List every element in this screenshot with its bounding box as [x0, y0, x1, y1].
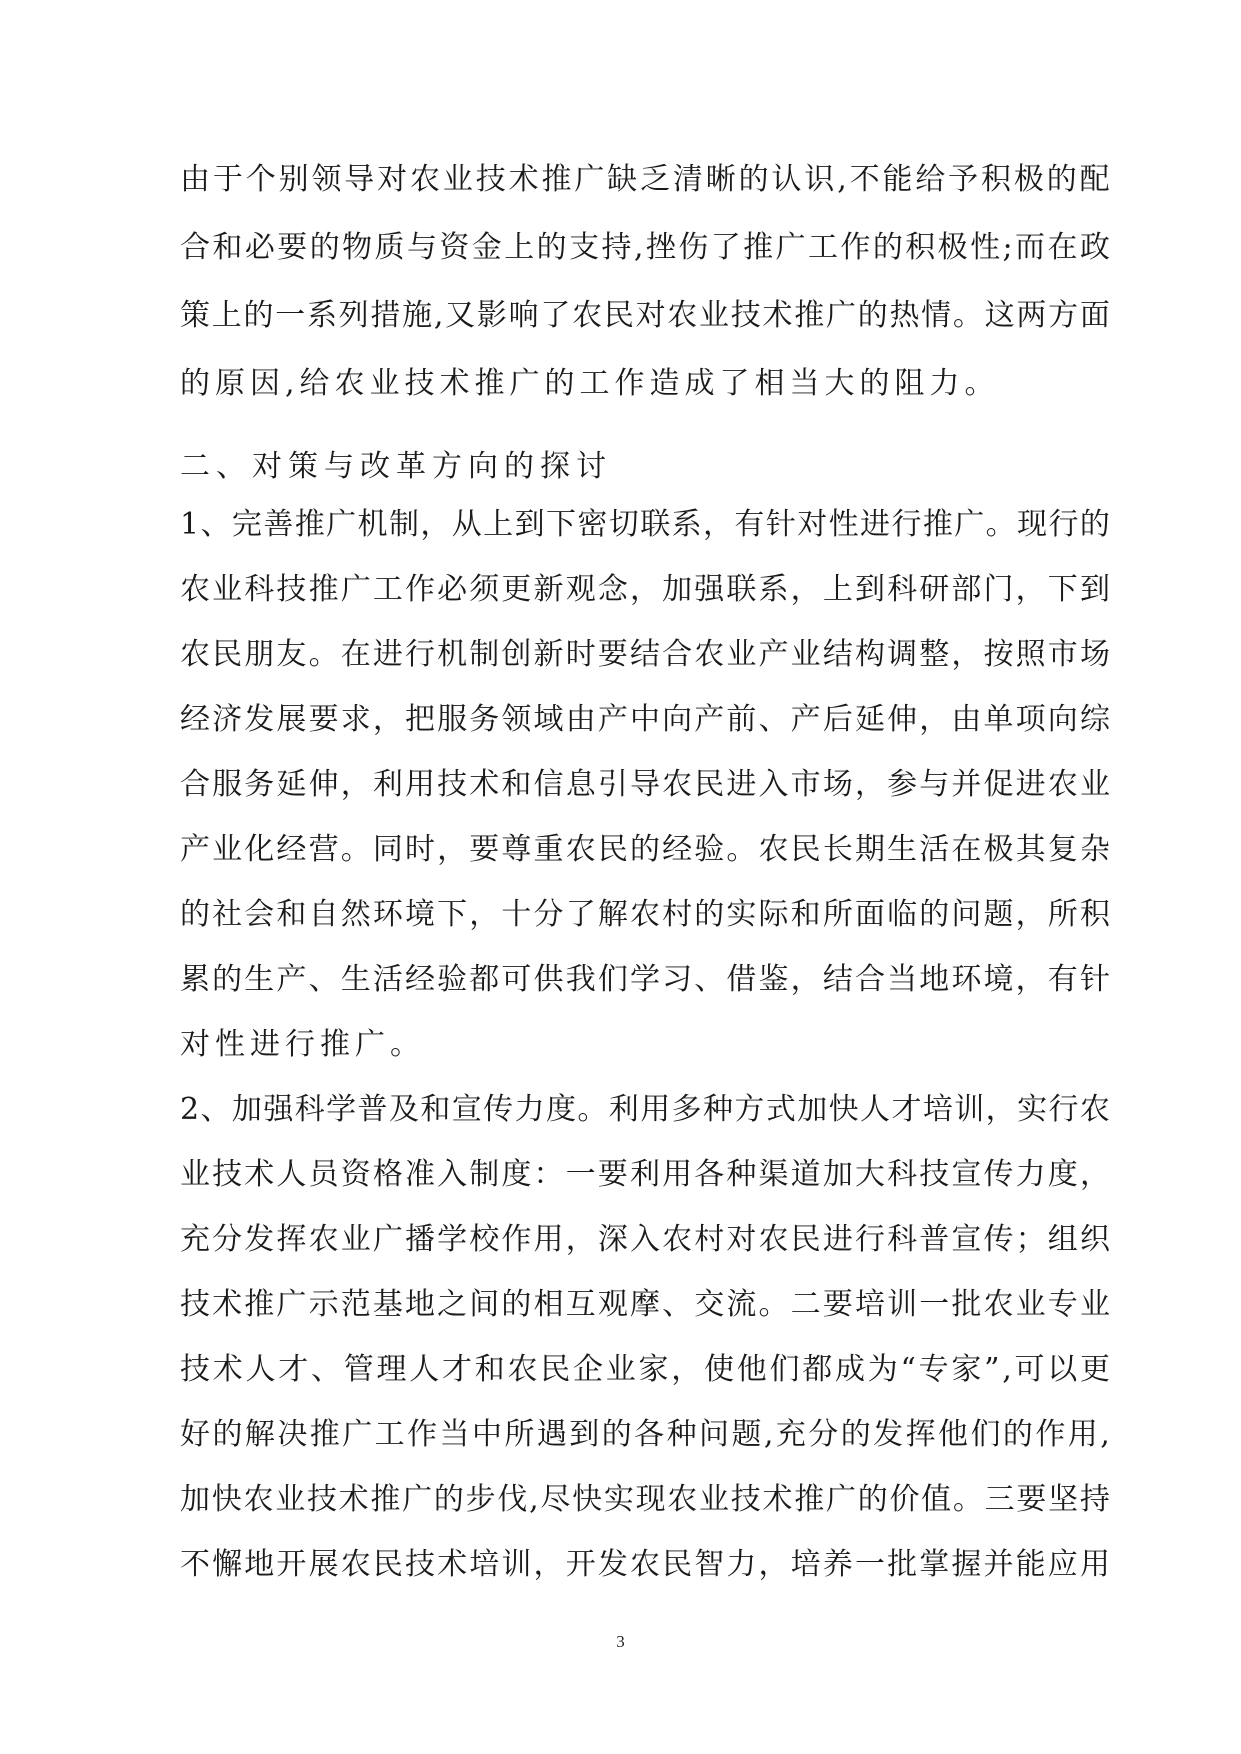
- paragraph-line: 由 于 个 别 领 导 对 农 业 技 术 推 广 缺 乏 清 晰 的 认 识 , 不 能 给 予 积 极 的 配: [180, 162, 1110, 197]
- paragraph-line: 技 术 人 才 、 管 理 人 才 和 农 民 企 业 家 ， 使 他 们 都 成 为 “ 专 家 ” , 可 以 更: [180, 1352, 1110, 1387]
- paragraph-line: 2 、 加 强 科 学 普 及 和 宣 传 力 度 。 利 用 多 种 方 式 加 快 人 才 培 训 ， 实 行 农: [180, 1092, 1110, 1127]
- paragraph-line: 业 技 术 人 员 资 格 准 入 制 度 ： 一 要 利 用 各 种 渠 道 加 大 科 技 宣 传 力 度 ，: [180, 1157, 1110, 1192]
- paragraph-line: 累 的 生 产 、 生 活 经 验 都 可 供 我 们 学 习 、 借 鉴 ， 结 合 当 地 环 境 ， 有 针: [180, 962, 1110, 997]
- section-heading: 二、对策与改革方向的探讨: [180, 449, 612, 484]
- paragraph-line: 策 上 的 一 系 列 措 施 , 又 影 响 了 农 民 对 农 业 技 术 推 广 的 热 情 。 这 两 方 面: [180, 298, 1110, 333]
- paragraph-line: 的原因,给农业技术推广的工作造成了相当大的阻力。: [180, 366, 1000, 401]
- paragraph-line: 合 服 务 延 伸 ， 利 用 技 术 和 信 息 引 导 农 民 进 入 市 场 ， 参 与 并 促 进 农 业: [180, 767, 1110, 802]
- paragraph-line: 农 民 朋 友 。 在 进 行 机 制 创 新 时 要 结 合 农 业 产 业 结 构 调 整 ， 按 照 市 场: [180, 637, 1110, 672]
- paragraph-line: 充 分 发 挥 农 业 广 播 学 校 作 用 ， 深 入 农 村 对 农 民 进 行 科 普 宣 传 ； 组 织: [180, 1222, 1110, 1257]
- paragraph-line: 对性进行推广。: [180, 1027, 425, 1062]
- paragraph-line: 产 业 化 经 营 。 同 时 ， 要 尊 重 农 民 的 经 验 。 农 民 长 期 生 活 在 极 其 复 杂: [180, 832, 1110, 867]
- paragraph-line: 不 懈 地 开 展 农 民 技 术 培 训 ， 开 发 农 民 智 力 ， 培 养 一 批 掌 握 并 能 应 用: [180, 1547, 1110, 1582]
- paragraph-line: 好 的 解 决 推 广 工 作 当 中 所 遇 到 的 各 种 问 题 , 充 分 的 发 挥 他 们 的 作 用 ,: [180, 1417, 1110, 1452]
- paragraph-line: 经 济 发 展 要 求 ， 把 服 务 领 域 由 产 中 向 产 前 、 产 后 延 伸 ， 由 单 项 向 综: [180, 702, 1110, 737]
- paragraph-line: 1 、 完 善 推 广 机 制 ， 从 上 到 下 密 切 联 系 ， 有 针 对 性 进 行 推 广 。 现 行 的: [180, 507, 1110, 542]
- paragraph-line: 的 社 会 和 自 然 环 境 下 ， 十 分 了 解 农 村 的 实 际 和 所 面 临 的 问 题 ， 所 积: [180, 897, 1110, 932]
- paragraph-line: 农 业 科 技 推 广 工 作 必 须 更 新 观 念 ， 加 强 联 系 ， 上 到 科 研 部 门 ， 下 到: [180, 572, 1110, 607]
- paragraph-line: 合 和 必 要 的 物 质 与 资 金 上 的 支 持 , 挫 伤 了 推 广 工 作 的 积 极 性 ; 而 在 政: [180, 230, 1110, 265]
- page-number: 3: [616, 1632, 625, 1651]
- paragraph-line: 技 术 推 广 示 范 基 地 之 间 的 相 互 观 摩 、 交 流 。 二 要 培 训 一 批 农 业 专 业: [180, 1287, 1110, 1322]
- paragraph-line: 加 快 农 业 技 术 推 广 的 步 伐 , 尽 快 实 现 农 业 技 术 推 广 的 价 值 。 三 要 坚 持: [180, 1482, 1110, 1517]
